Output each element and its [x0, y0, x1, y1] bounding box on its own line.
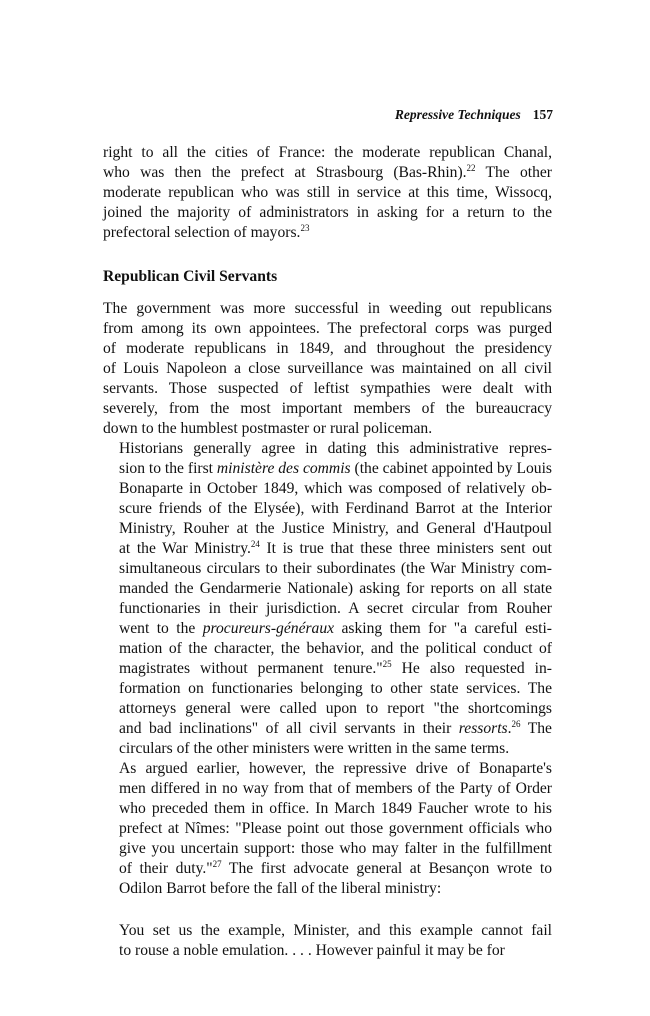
footnote-ref: 23 [300, 223, 310, 233]
text-line: right to all the cities of France: the moderate republican Chanal, [103, 144, 552, 161]
running-head [395, 107, 553, 123]
italic-term: ressorts [458, 720, 508, 737]
text-line: Odilon Barrot before the fall of the liberal ministry: [119, 880, 442, 897]
text-line: Historians generally agree in dating this administrative repres- [119, 440, 552, 457]
text-line: servants. Those suspected of leftist sympathies were dealt with [103, 380, 552, 397]
block-quote [119, 921, 552, 961]
text-line: Ministry, Rouher at the Justice Ministry, and General d'Hautpoul [119, 520, 552, 537]
text-line: severely, from the most important members of the bureaucracy [103, 400, 552, 417]
body-text [103, 143, 552, 961]
italic-term: procureurs-généraux [202, 620, 335, 637]
text-line: formation on functionaries belonging to other state services. The [119, 680, 552, 697]
text-line: circulars of the other ministers were written in the same terms. [119, 740, 510, 757]
text-line: of moderate republicans in 1849, and throughout the presidency [103, 340, 552, 357]
text-line: who was then the prefect at Strasbourg (Bas-Rhin).$^{22}$ The other [103, 163, 552, 181]
text-line: moderate republican who was still in service at this time, Wissocq, [103, 184, 552, 201]
section-heading: Republican Civil Servants [103, 268, 278, 285]
text-line: and bad inclinations" of all civil servants in their ressorts.$^{26}$ The [119, 719, 552, 737]
text-line: mation of the character, the behavior, and the political conduct of [119, 640, 552, 657]
text-line: prefect at Nîmes: "Please point out those government officials who [119, 820, 552, 837]
text-line: of Louis Napoleon a close surveillance was maintained on all civil [103, 360, 552, 377]
text-line: Bonaparte in October 1849, which was composed of relatively ob- [119, 480, 552, 497]
text-line: As argued earlier, however, the repressive drive of Bonaparte's [119, 760, 552, 777]
text-line: sion to the first ministère des commis (the cabinet appointed by Louis [119, 460, 552, 477]
text-line: scure friends of the Elysée), with Ferdinand Barrot at the Interior [119, 500, 552, 517]
page-number: 157 [532, 107, 553, 122]
text-line: The government was more successful in weeding out republicans [103, 300, 552, 317]
text-line: men differed in no way from that of members of the Party of Order [119, 780, 552, 797]
text-line: from among its own appointees. The prefectoral corps was purged [103, 320, 552, 337]
text-line: who preceded them in office. In March 1849 Faucher wrote to his [119, 800, 552, 817]
text-line: prefectoral selection of mayors.$^{23}$ [103, 223, 310, 241]
running-head-title: Repressive Techniques [394, 107, 521, 122]
text-line: to rouse a noble emulation. . . . However painful it may be for [119, 942, 505, 959]
text-line: of their duty."$^{27}$ The first advocate general at Besançon wrote to [119, 859, 552, 877]
text-line: You set us the example, Minister, and this example cannot fail [119, 922, 552, 939]
paragraph-4 [103, 759, 552, 899]
italic-term: ministère des commis [216, 460, 351, 477]
text-line: at the War Ministry.$^{24}$ It is true that these three ministers sent out [119, 539, 552, 557]
paragraph-1 [103, 143, 552, 243]
text-line: went to the procureurs-généraux asking them for "a careful esti- [119, 620, 552, 637]
footnote-ref: 27 [212, 859, 222, 869]
text-line: give you uncertain support: those who may falter in the fulfillment [119, 840, 552, 857]
text-line: manded the Gendarmerie Nationale) asking for reports on all state [119, 580, 552, 597]
footnote-ref: 26 [511, 719, 521, 729]
text-line: joined the majority of administrators in asking for a return to the [103, 204, 552, 221]
footnote-ref: 22 [466, 163, 476, 173]
text-line: magistrates without permanent tenure."$^{25}$ He also requested in- [119, 659, 552, 677]
footnote-ref: 25 [382, 659, 392, 669]
text-line: down to the humblest postmaster or rural policeman. [103, 420, 433, 437]
footnote-ref: 24 [250, 539, 260, 549]
text-line: attorneys general were called upon to report "the shortcomings [119, 700, 552, 717]
text-line: functionaries in their jurisdiction. A secret circular from Rouher [119, 600, 552, 617]
paragraph-2 [103, 299, 552, 439]
text-line: simultaneous circulars to their subordinates (the War Ministry com- [119, 560, 552, 577]
paragraph-3 [103, 439, 552, 759]
